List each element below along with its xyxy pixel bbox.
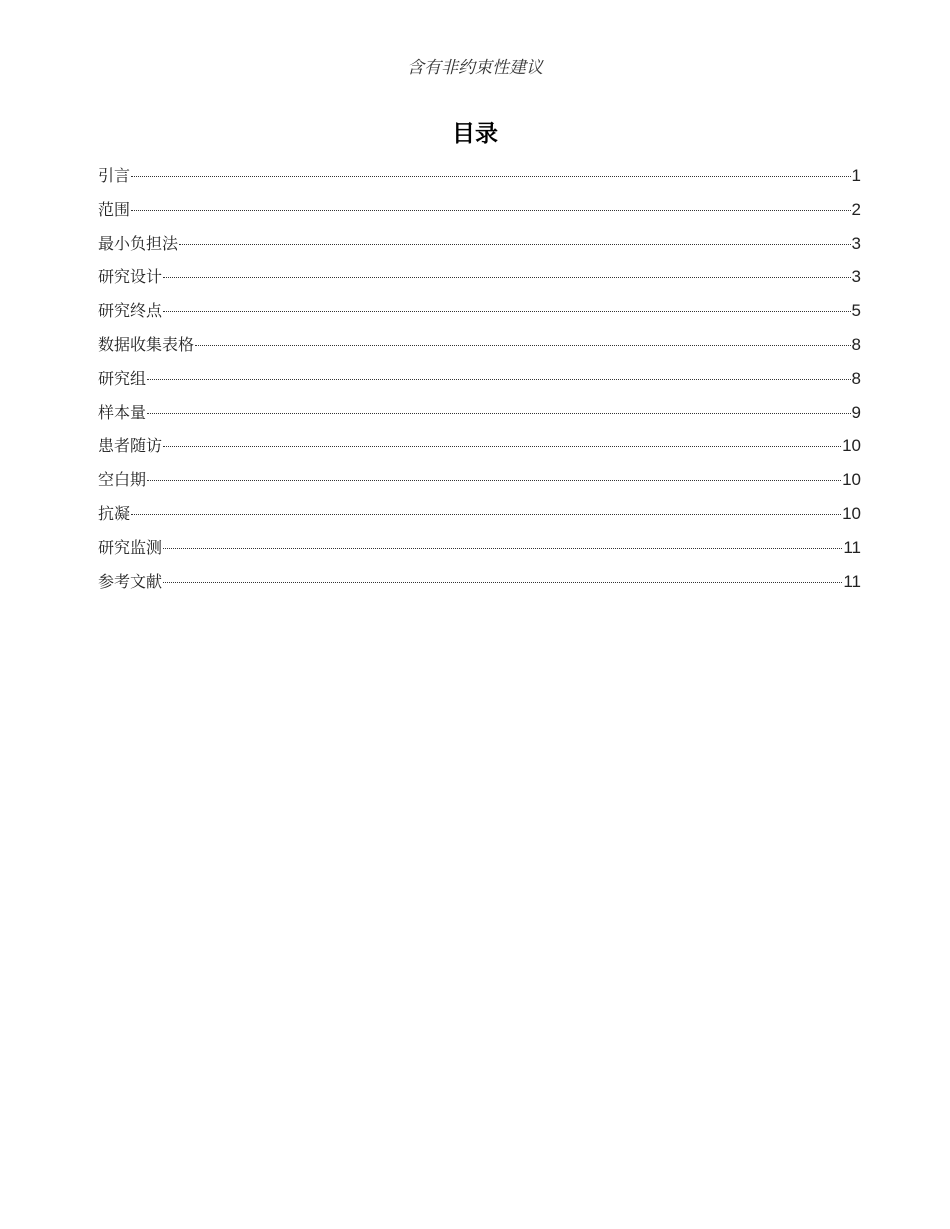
toc-entry-page-number: 10 <box>842 503 861 523</box>
toc-entry-label: 研究监测 <box>98 537 163 557</box>
toc-dot-leader <box>195 345 851 346</box>
toc-entry-label: 研究终点 <box>98 301 163 321</box>
toc-entry-scope[interactable] <box>98 197 861 231</box>
toc-entry-page-number: 1 <box>851 166 861 185</box>
toc-entry-references[interactable] <box>98 569 861 603</box>
toc-entry-sample-size[interactable] <box>98 400 861 434</box>
toc-entry-label: 空白期 <box>98 470 147 490</box>
toc-entry-data-collection-forms[interactable] <box>98 332 861 366</box>
toc-dot-leader <box>147 413 851 414</box>
toc-entry-page-number: 11 <box>843 537 861 557</box>
toc-dot-leader <box>163 548 842 549</box>
toc-dot-leader <box>131 210 851 211</box>
toc-dot-leader <box>163 446 841 447</box>
toc-entry-page-number: 5 <box>851 301 861 321</box>
toc-entry-label: 参考文献 <box>98 571 163 591</box>
page-header-note: 含有非约束性建议 <box>407 58 543 78</box>
toc-entry-least-burdensome-approach[interactable] <box>98 231 861 265</box>
toc-entry-anticoagulation[interactable] <box>98 501 861 535</box>
toc-entry-page-number: 8 <box>851 368 861 388</box>
toc-entry-page-number: 9 <box>851 402 861 422</box>
table-of-contents <box>98 163 861 602</box>
toc-entry-page-number: 11 <box>843 571 861 591</box>
toc-title: 目录 <box>452 121 498 147</box>
toc-dot-leader <box>147 379 851 380</box>
toc-dot-leader <box>131 514 841 515</box>
toc-dot-leader <box>131 176 851 177</box>
toc-entry-label: 样本量 <box>98 402 147 422</box>
toc-entry-washout-period[interactable] <box>98 467 861 501</box>
toc-entry-label: 数据收集表格 <box>98 334 195 354</box>
toc-entry-page-number: 8 <box>851 334 861 354</box>
toc-entry-study-monitoring[interactable] <box>98 535 861 569</box>
toc-dot-leader <box>179 244 851 245</box>
toc-entry-label: 抗凝 <box>98 503 131 523</box>
toc-entry-label: 研究设计 <box>98 267 163 287</box>
toc-entry-page-number: 3 <box>851 267 861 287</box>
toc-entry-label: 引言 <box>98 166 131 185</box>
toc-entry-page-number: 2 <box>851 199 861 219</box>
toc-entry-page-number: 10 <box>842 470 861 490</box>
toc-dot-leader <box>163 277 851 278</box>
toc-dot-leader <box>147 480 841 481</box>
toc-entry-label: 研究组 <box>98 368 147 388</box>
toc-entry-label: 最小负担法 <box>98 233 179 253</box>
toc-entry-patient-follow-up[interactable] <box>98 433 861 467</box>
toc-entry-page-number: 3 <box>851 233 861 253</box>
toc-entry-study-groups[interactable] <box>98 366 861 400</box>
toc-dot-leader <box>163 311 851 312</box>
toc-entry-label: 患者随访 <box>98 436 163 456</box>
toc-entry-study-design[interactable] <box>98 264 861 298</box>
toc-entry-introduction[interactable] <box>98 163 861 197</box>
toc-entry-page-number: 10 <box>842 436 861 456</box>
toc-dot-leader <box>163 582 842 583</box>
toc-entry-study-endpoints[interactable] <box>98 298 861 332</box>
toc-entry-label: 范围 <box>98 199 131 219</box>
